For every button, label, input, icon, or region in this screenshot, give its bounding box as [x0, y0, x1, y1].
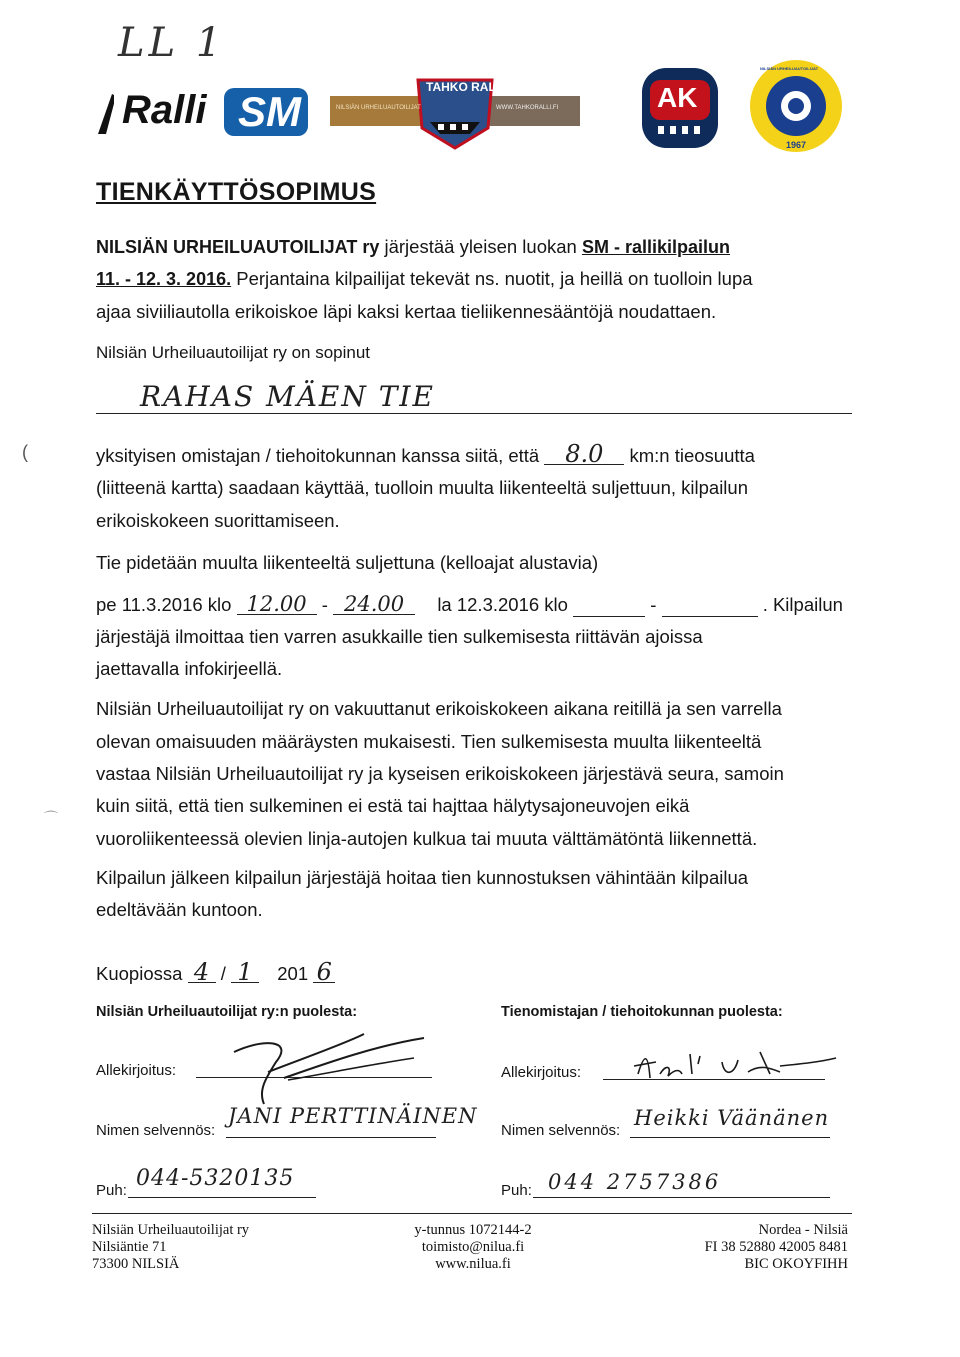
road-name-handwritten: RAHAS MÄEN TIE — [140, 380, 435, 413]
footer-right — [660, 1222, 848, 1273]
event-date: 11. - 12. 3. 2016. — [96, 269, 232, 289]
insurance-line-2: olevan omaisuuden määräysten mukaisesti. Tien sulkemisesta muulta liikenteeltä — [96, 731, 762, 752]
club-badge-logo — [748, 58, 844, 154]
footer-center — [405, 1222, 541, 1273]
document-title: TIENKÄYTTÖSOPIMUS — [96, 178, 377, 206]
road-name-line — [96, 413, 852, 414]
date-year-prefix: 201 — [277, 963, 309, 984]
left-name-label: Nimen selvennös: — [96, 1122, 216, 1139]
footer-address: Nilsiäntie 71 — [92, 1239, 167, 1255]
banner-left-text: NILSIÄN URHEILUAUTOILIJAT — [336, 105, 421, 111]
ralli-logo-text: Ralli — [122, 88, 207, 132]
date-year-suffix: 6 — [313, 962, 335, 983]
closure-line-3: jaettavalla infokirjeellä. — [96, 658, 283, 679]
club-badge-top-text: NILSIÄN URHEILUAUTOILIJAT — [760, 66, 819, 71]
left-name-handwritten: JANI PERTTINÄINEN — [228, 1104, 478, 1128]
closure-line-2: järjestäjä ilmoittaa tien varren asukkaille tien sulkemisesta riittävän ajoissa — [96, 626, 703, 647]
footer-iban: FI 38 52880 42005 8481 — [704, 1239, 848, 1255]
right-name-label: Nimen selvennös: — [501, 1122, 621, 1139]
right-name-line — [630, 1137, 830, 1138]
footer-bank: Nordea - Nilsiä — [758, 1222, 848, 1238]
friday-from-time: 12.00 — [237, 594, 317, 615]
right-signature-scribble — [630, 1044, 840, 1084]
saturday-to-blank — [662, 594, 758, 617]
right-signature-label: Allekirjoitus: — [501, 1064, 582, 1081]
akk-logo-text: AK — [657, 82, 698, 113]
insurance-line-3: vastaa Nilsiän Urheiluautoilijat ry ja kyseisen erikoiskokeen järjestävä seura, samoin — [96, 763, 784, 784]
after-line-2: edeltävään kuntoon. — [96, 899, 263, 920]
left-phone-line — [128, 1197, 316, 1198]
left-signature-label: Allekirjoitus: — [96, 1062, 177, 1079]
agreement-intro: Nilsiän Urheiluautoilijat ry on sopinut — [96, 343, 371, 362]
saturday-from-blank — [573, 594, 645, 617]
time-dash-2: - — [650, 594, 657, 615]
left-phone-label: Puh: — [96, 1182, 127, 1199]
km-value-handwritten: 8.0 — [544, 444, 624, 465]
banner-right-text: WWW.TAHKORALLI.FI — [496, 105, 559, 111]
para1-text-post: km:n tieosuutta — [629, 445, 755, 466]
para1-text-pre: yksityisen omistajan / tiehoitokunnan kanssa siitä, että — [96, 445, 540, 466]
right-party-heading: Tienomistajan / tiehoitokunnan puolesta: — [501, 1004, 783, 1020]
sm-logo-text: SM — [238, 88, 301, 135]
footer-email-link[interactable]: toimisto@nilua.fi — [421, 1239, 525, 1255]
para1-line-1 — [96, 440, 755, 468]
intro-text-2: Perjantaina kilpailijat tekevät ns. nuotit, ja heillä on tuolloin lupa — [236, 268, 753, 289]
left-signature-scribble — [224, 1028, 434, 1106]
date-month: 1 — [231, 962, 259, 983]
friday-to-time: 24.00 — [333, 594, 415, 615]
insurance-line-1: Nilsiän Urheiluautoilijat ry on vakuuttanut erikoiskokeen aikana reitillä ja sen varrella — [96, 698, 782, 719]
left-name-line — [226, 1137, 436, 1138]
organizer-name: NILSIÄN URHEILUAUTOILIJAT ry — [96, 237, 380, 257]
footer-bic: BIC OKOYFIHH — [744, 1256, 848, 1272]
insurance-line-4: kuin siitä, että tien sulkeminen ei estä tai hajttaa hälytysajoneuvojen eikä — [96, 795, 690, 816]
footer-postal: 73300 NILSIÄ — [92, 1256, 180, 1272]
date-day: 4 — [188, 962, 216, 983]
friday-label: pe 11.3.2016 klo — [96, 594, 232, 615]
tahko-ralli-banner — [330, 70, 580, 150]
club-badge-year: 1967 — [786, 140, 807, 150]
left-phone-handwritten: 044-5320135 — [136, 1166, 295, 1191]
para1-line-3: erikoiskokeen suorittamiseen. — [96, 510, 340, 531]
side-margin-mark-1: ( — [22, 442, 28, 462]
date-slash: / — [220, 963, 226, 984]
intro-line-2 — [96, 268, 753, 290]
closure-line-1 — [96, 594, 843, 617]
saturday-label: la 12.3.2016 klo — [437, 594, 568, 615]
insurance-line-5: vuoroliikenteessä olevien linja-autojen kulkua tai muuta välttämätöntä liikennettä. — [96, 828, 758, 849]
closure-line-end: . Kilpailun — [762, 594, 843, 615]
footer-left — [92, 1222, 249, 1273]
top-handwritten-mark: LL 1 — [118, 20, 226, 66]
akk-logo — [640, 66, 720, 150]
footer-divider — [92, 1213, 852, 1214]
right-phone-label: Puh: — [501, 1182, 532, 1199]
place-label: Kuopiossa — [96, 963, 183, 984]
place-date-line — [96, 958, 335, 986]
tahko-ralli-text: TAHKO RALLI — [426, 80, 507, 94]
intro-line-3: ajaa siviiliautolla erikoiskoe läpi kaksi kertaa tieliikennesääntöjä noudattaen. — [96, 301, 717, 322]
footer-org-name: Nilsiän Urheiluautoilijat ry — [92, 1222, 250, 1238]
side-margin-mark-2: ⌒ — [44, 810, 58, 826]
intro-text-1: järjestää yleisen luokan — [384, 236, 577, 257]
intro-line-1 — [96, 236, 730, 258]
right-phone-handwritten: 044 2757386 — [548, 1170, 722, 1194]
after-line-1: Kilpailun jälkeen kilpailun järjestäjä hoitaa tien kunnostuksen vähintään kilpailua — [96, 867, 749, 888]
para1-line-2: (liitteenä kartta) saadaan käyttää, tuolloin muulta liikenteeltä suljettuun, kilpailun — [96, 477, 748, 498]
event-name: SM - rallikilpailun — [581, 237, 730, 257]
closure-heading: Tie pidetään muulta liikenteeltä suljettuna (kelloajat alustavia) — [96, 552, 599, 573]
left-party-heading: Nilsiän Urheiluautoilijat ry:n puolesta: — [96, 1004, 358, 1020]
ralli-sm-logo — [94, 86, 310, 138]
right-phone-line — [533, 1197, 830, 1198]
time-dash-1: - — [321, 594, 328, 615]
footer-business-id: y-tunnus 1072144-2 — [414, 1222, 532, 1238]
footer-website-link[interactable]: www.nilua.fi — [435, 1256, 511, 1272]
right-name-handwritten: Heikki Väänänen — [634, 1106, 830, 1130]
